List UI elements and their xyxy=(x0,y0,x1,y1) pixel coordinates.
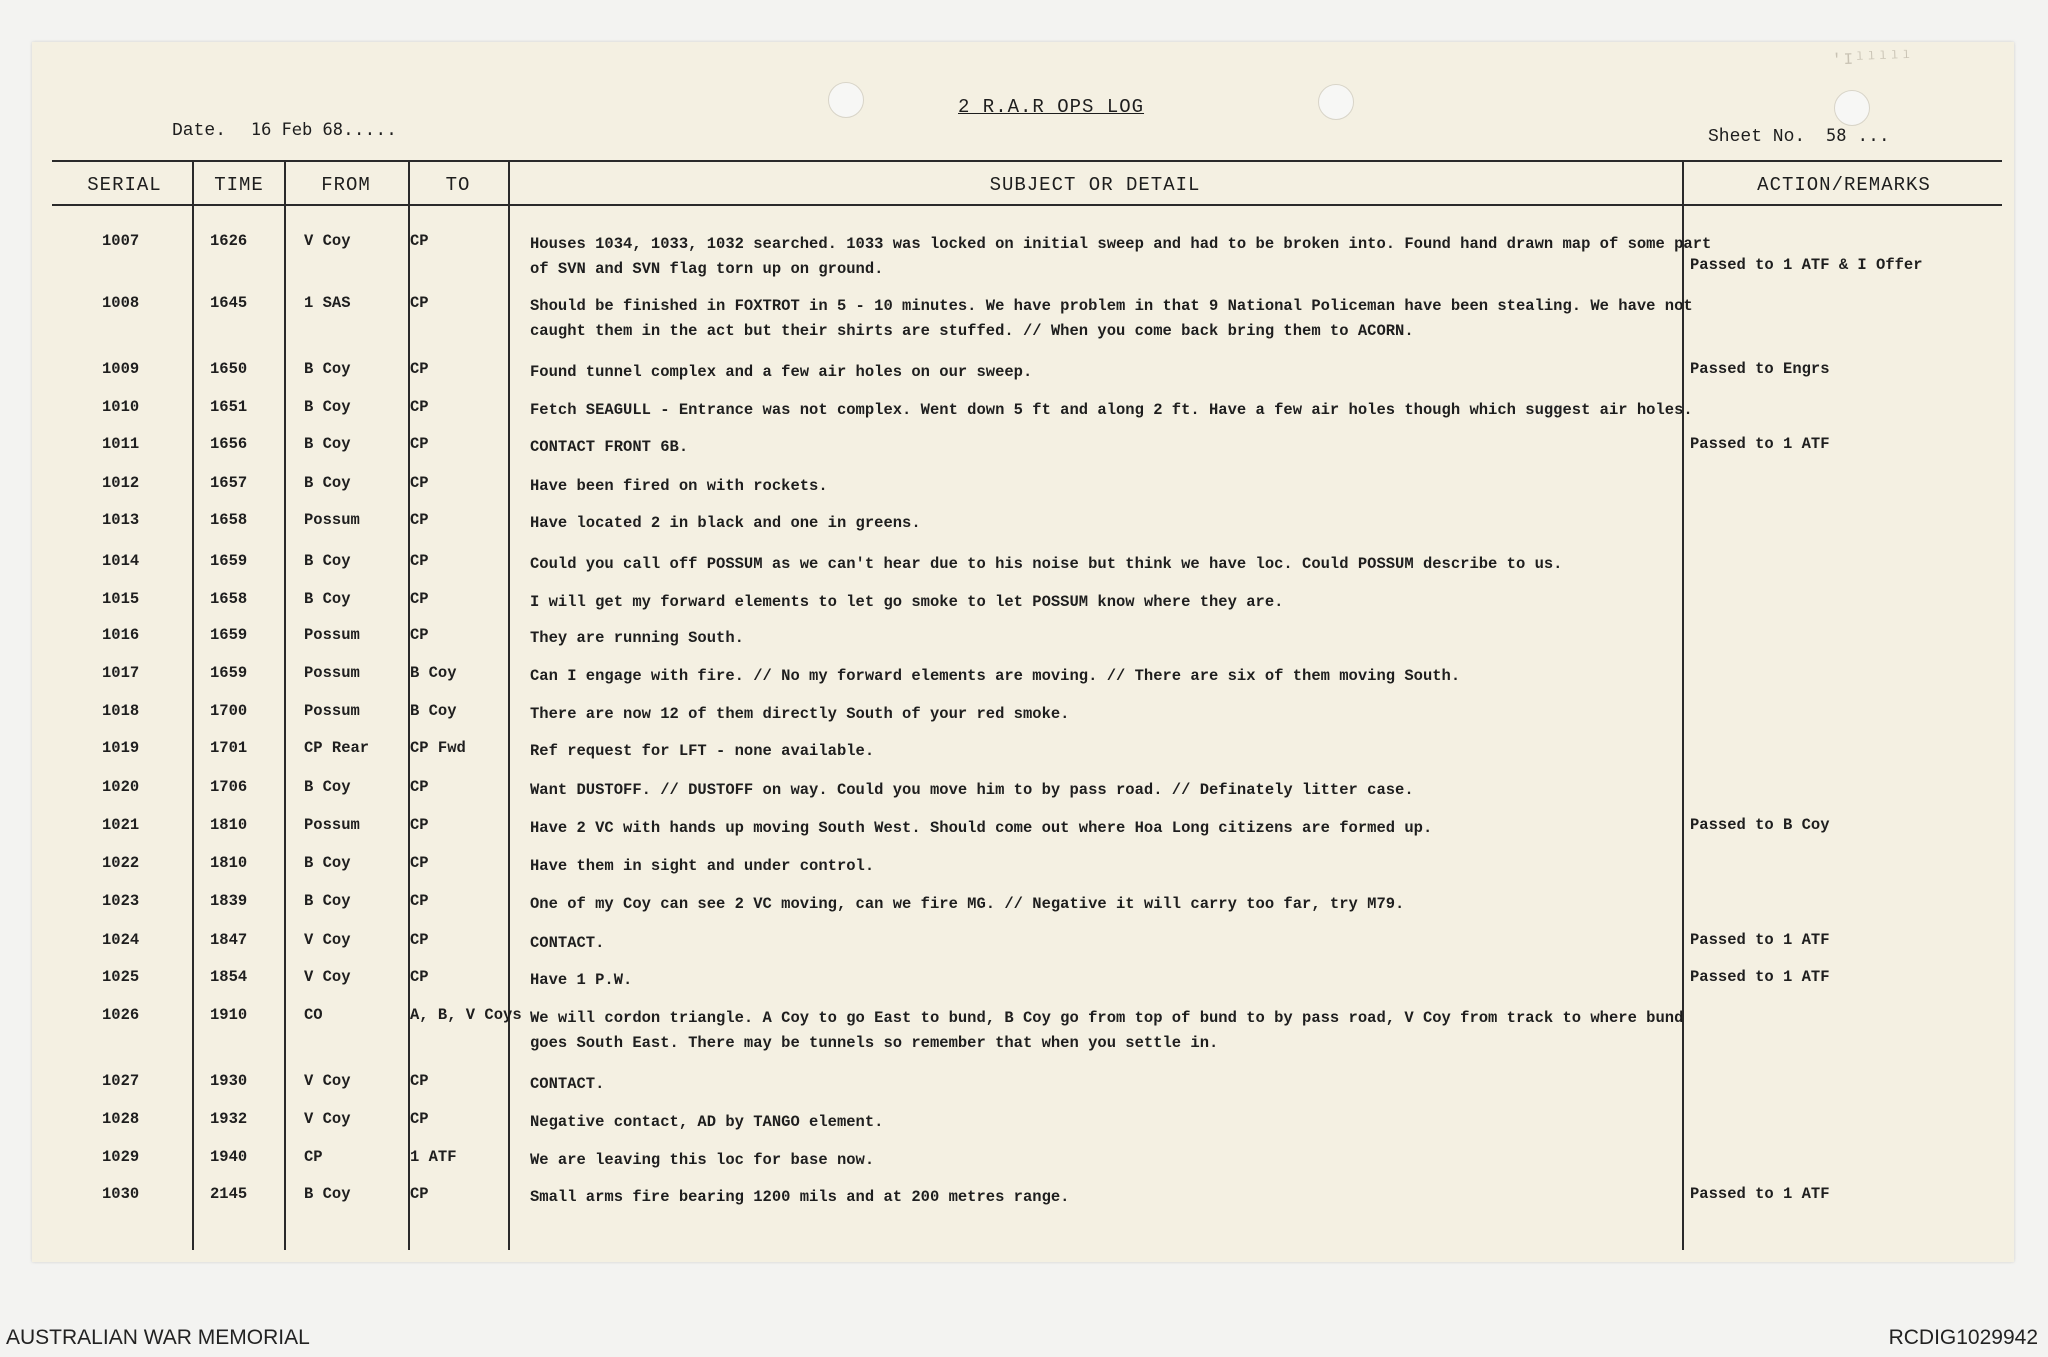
detail-cell: Ref request for LFT - none available. xyxy=(530,742,875,760)
serial-cell: 1024 xyxy=(102,931,140,949)
date-line: Date. 16 Feb 68..... xyxy=(172,120,397,141)
detail-cell: CONTACT FRONT 6B. xyxy=(530,438,689,456)
log-sheet xyxy=(32,42,2014,1262)
serial-cell: 1020 xyxy=(102,778,140,796)
time-cell: 1847 xyxy=(210,931,248,949)
to-cell: CP xyxy=(410,294,429,312)
to-cell: A, B, V Coys xyxy=(410,1006,522,1024)
serial-cell: 1008 xyxy=(102,294,140,312)
serial-cell: 1015 xyxy=(102,590,140,608)
serial-cell: 1023 xyxy=(102,892,140,910)
column-header-action: ACTION/REMARKS xyxy=(1757,174,1931,196)
footer-source: AUSTRALIAN WAR MEMORIAL xyxy=(6,1326,310,1349)
to-cell: CP xyxy=(410,1185,429,1203)
from-cell: CO xyxy=(304,1006,323,1024)
serial-cell: 1018 xyxy=(102,702,140,720)
from-cell: B Coy xyxy=(304,854,351,872)
to-cell: CP xyxy=(410,590,429,608)
detail-cell: Houses 1034, 1033, 1032 searched. 1033 was locked on initial sweep and had to be broken into. Found hand drawn map of some part of SVN and SVN flag torn up on ground. xyxy=(530,235,1712,278)
from-cell: B Coy xyxy=(304,778,351,796)
action-cell: Passed to 1 ATF xyxy=(1690,968,1830,986)
detail-cell: CONTACT. xyxy=(530,1075,605,1093)
to-cell: 1 ATF xyxy=(410,1148,457,1166)
serial-cell: 1007 xyxy=(102,232,140,250)
serial-cell: 1010 xyxy=(102,398,140,416)
detail-cell: I will get my forward elements to let go smoke to let POSSUM know where they are. xyxy=(530,593,1284,611)
to-cell: CP xyxy=(410,552,429,570)
detail-cell: Could you call off POSSUM as we can't hear due to his noise but think we have loc. Could POSSUM describe to us. xyxy=(530,555,1563,573)
from-cell: B Coy xyxy=(304,590,351,608)
detail-cell: Have 2 VC with hands up moving South West. Should come out where Hoa Long citizens are formed up. xyxy=(530,819,1433,837)
to-cell: CP xyxy=(410,1072,429,1090)
detail-cell: Fetch SEAGULL - Entrance was not complex. Went down 5 ft and along 2 ft. Have a few air holes though which suggest air holes. xyxy=(530,401,1693,419)
to-cell: CP xyxy=(410,435,429,453)
footer-record-id: RCDIG1029942 xyxy=(1888,1326,2038,1349)
column-header-from: FROM xyxy=(321,174,371,196)
time-cell: 1930 xyxy=(210,1072,248,1090)
header-bottom-rule xyxy=(52,204,2002,206)
punch-hole-right xyxy=(1834,90,1870,126)
serial-cell: 1017 xyxy=(102,664,140,682)
time-cell: 1651 xyxy=(210,398,248,416)
time-cell: 1701 xyxy=(210,739,248,757)
date-value: 16 Feb 68 xyxy=(250,120,343,140)
time-cell: 1854 xyxy=(210,968,248,986)
column-header-time: TIME xyxy=(214,174,264,196)
detail-cell: One of my Coy can see 2 VC moving, can we fire MG. // Negative it will carry too far, try M79. xyxy=(530,895,1405,913)
detail-cell: Should be finished in FOXTROT in 5 - 10 minutes. We have problem in that 9 National Policeman have been stealing. We have not caught them in the act but their shirts are stuffed. // When you come back bring them to ACORN. xyxy=(530,297,1693,340)
column-header-serial: SERIAL xyxy=(87,174,162,196)
date-label: Date. xyxy=(172,121,227,141)
from-cell: V Coy xyxy=(304,968,351,986)
action-cell: Passed to Engrs xyxy=(1690,360,1830,378)
time-cell: 1839 xyxy=(210,892,248,910)
from-cell: CP xyxy=(304,1148,323,1166)
serial-cell: 1014 xyxy=(102,552,140,570)
to-cell: CP xyxy=(410,892,429,910)
serial-cell: 1019 xyxy=(102,739,140,757)
sheet-label: Sheet No. xyxy=(1708,127,1806,147)
from-cell: B Coy xyxy=(304,435,351,453)
from-cell: Possum xyxy=(304,626,360,644)
time-cell: 1932 xyxy=(210,1110,248,1128)
detail-cell: CONTACT. xyxy=(530,934,605,952)
sheet-number-value: 58 xyxy=(1826,126,1847,146)
time-cell: 1940 xyxy=(210,1148,248,1166)
from-cell: CP Rear xyxy=(304,739,370,757)
detail-cell: There are now 12 of them directly South of your red smoke. xyxy=(530,705,1070,723)
detail-cell: Have been fired on with rockets. xyxy=(530,477,828,495)
to-cell: B Coy xyxy=(410,664,457,682)
time-cell: 1659 xyxy=(210,664,248,682)
serial-cell: 1016 xyxy=(102,626,140,644)
from-cell: V Coy xyxy=(304,1072,351,1090)
sheet-number-line: Sheet No. 58 ... xyxy=(1708,126,1890,147)
to-cell: CP xyxy=(410,778,429,796)
punch-hole-left xyxy=(828,82,864,118)
from-cell: 1 SAS xyxy=(304,294,351,312)
time-cell: 1650 xyxy=(210,360,248,378)
to-cell: CP xyxy=(410,931,429,949)
time-cell: 1810 xyxy=(210,816,248,834)
action-cell: Passed to 1 ATF xyxy=(1690,931,1830,949)
to-cell: CP xyxy=(410,360,429,378)
from-cell: V Coy xyxy=(304,1110,351,1128)
time-cell: 1910 xyxy=(210,1006,248,1024)
from-cell: V Coy xyxy=(304,931,351,949)
from-cell: Possum xyxy=(304,702,360,720)
from-cell: B Coy xyxy=(304,398,351,416)
detail-cell: Have located 2 in black and one in greens. xyxy=(530,514,921,532)
detail-cell: We will cordon triangle. A Coy to go East to bund, B Coy go from top of bund to by pass road, V Coy from track to where bund goes South East. There may be tunnels so remember that when you settle in. xyxy=(530,1009,1684,1052)
to-cell: CP xyxy=(410,968,429,986)
time-cell: 1659 xyxy=(210,626,248,644)
serial-cell: 1025 xyxy=(102,968,140,986)
serial-cell: 1026 xyxy=(102,1006,140,1024)
serial-cell: 1009 xyxy=(102,360,140,378)
time-cell: 1656 xyxy=(210,435,248,453)
from-cell: Possum xyxy=(304,664,360,682)
serial-cell: 1021 xyxy=(102,816,140,834)
detail-cell: We are leaving this loc for base now. xyxy=(530,1151,875,1169)
detail-cell: Can I engage with fire. // No my forward elements are moving. // There are six of them moving South. xyxy=(530,667,1461,685)
serial-cell: 1013 xyxy=(102,511,140,529)
from-cell: B Coy xyxy=(304,552,351,570)
from-cell: V Coy xyxy=(304,232,351,250)
faint-stamp: ′Iˡˡˡˡˡ xyxy=(1831,48,1914,70)
punch-hole-middle xyxy=(1318,84,1354,120)
serial-cell: 1028 xyxy=(102,1110,140,1128)
time-cell: 1700 xyxy=(210,702,248,720)
to-cell: CP xyxy=(410,511,429,529)
time-cell: 1706 xyxy=(210,778,248,796)
serial-cell: 1030 xyxy=(102,1185,140,1203)
to-cell: CP xyxy=(410,232,429,250)
serial-cell: 1027 xyxy=(102,1072,140,1090)
detail-cell: Have 1 P.W. xyxy=(530,971,633,989)
from-cell: Possum xyxy=(304,511,360,529)
to-cell: B Coy xyxy=(410,702,457,720)
from-cell: B Coy xyxy=(304,892,351,910)
time-cell: 1645 xyxy=(210,294,248,312)
from-cell: B Coy xyxy=(304,474,351,492)
serial-cell: 1011 xyxy=(102,435,140,453)
serial-cell: 1012 xyxy=(102,474,140,492)
action-cell: Passed to B Coy xyxy=(1690,816,1830,834)
divider-time-from xyxy=(284,160,286,1250)
from-cell: B Coy xyxy=(304,1185,351,1203)
column-header-detail: SUBJECT OR DETAIL xyxy=(989,174,1201,196)
time-cell: 1657 xyxy=(210,474,248,492)
action-cell: Passed to 1 ATF xyxy=(1690,1185,1830,1203)
header-top-rule xyxy=(52,160,2002,162)
time-cell: 1810 xyxy=(210,854,248,872)
to-cell: CP xyxy=(410,854,429,872)
time-cell: 1626 xyxy=(210,232,248,250)
to-cell: CP xyxy=(410,398,429,416)
action-cell: Passed to 1 ATF & I Offer xyxy=(1690,256,1923,274)
time-cell: 1659 xyxy=(210,552,248,570)
action-cell: Passed to 1 ATF xyxy=(1690,435,1830,453)
serial-cell: 1022 xyxy=(102,854,140,872)
detail-cell: Want DUSTOFF. // DUSTOFF on way. Could you move him to by pass road. // Definately litter case. xyxy=(530,781,1414,799)
to-cell: CP xyxy=(410,1110,429,1128)
from-cell: B Coy xyxy=(304,360,351,378)
time-cell: 1658 xyxy=(210,590,248,608)
detail-cell: Found tunnel complex and a few air holes on our sweep. xyxy=(530,363,1033,381)
detail-cell: Negative contact, AD by TANGO element. xyxy=(530,1113,884,1131)
detail-cell: Have them in sight and under control. xyxy=(530,857,875,875)
time-cell: 1658 xyxy=(210,511,248,529)
time-cell: 2145 xyxy=(210,1185,248,1203)
detail-cell: Small arms fire bearing 1200 mils and at 200 metres range. xyxy=(530,1188,1070,1206)
serial-cell: 1029 xyxy=(102,1148,140,1166)
to-cell: CP xyxy=(410,626,429,644)
page-title: 2 R.A.R OPS LOG xyxy=(958,96,1145,118)
column-header-to: TO xyxy=(445,174,471,196)
to-cell: CP xyxy=(410,474,429,492)
detail-cell: They are running South. xyxy=(530,629,744,647)
to-cell: CP xyxy=(410,816,429,834)
to-cell: CP Fwd xyxy=(410,739,466,757)
from-cell: Possum xyxy=(304,816,360,834)
